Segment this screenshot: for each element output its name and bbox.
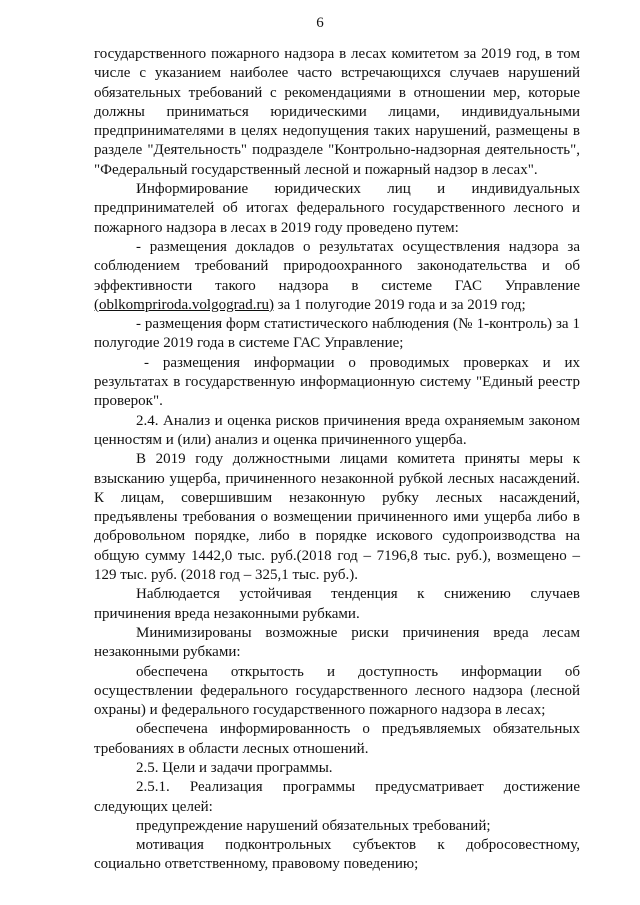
paragraph-5: - размещения информации о проводимых проверках и их результатах в государственную информационную систему "Единый реестр проверок". <box>94 354 580 410</box>
paragraph-3 <box>94 238 580 315</box>
paragraph-10: обеспечена открытость и доступность информации об осуществлении федерального государственного лесного надзора (лесной охраны) и федерального государственного пожарного надзора в лесах; <box>94 663 580 719</box>
section-heading-2-4: 2.4. Анализ и оценка рисков причинения вреда охраняемым законом ценностям и (или) анализ и оценка причиненного ущерба. <box>94 412 580 448</box>
paragraph-13: 2.5.1. Реализация программы предусматривает достижение следующих целей: <box>94 779 580 815</box>
paragraph-14: предупреждение нарушений обязательных требований; <box>136 817 491 834</box>
paragraph-11: обеспечена информированность о предъявляемых обязательных требованиях в области лесных отношений. <box>94 721 580 757</box>
paragraph-8: Наблюдается устойчивая тенденция к снижению случаев причинения вреда незаконными рубками. <box>94 586 580 622</box>
website-link[interactable]: (oblkompriroda.volgograd.ru) <box>94 296 274 313</box>
paragraph-1: государственного пожарного надзора в лесах комитетом за 2019 год, в том числе с указанием наиболее часто встречающихся случаев нарушений обязательных требований с рекомендациями в отношении мер, которые должны приниматься юридическими лицами, индивидуальными предпринимателями в целях недопущения таких нарушений, размещены в разделе "Деятельность" подразделе "Контрольно-надзорная деятельность", "Федеральный государственный лесной и пожарный надзор в лесах". <box>94 46 580 178</box>
paragraph-7: В 2019 году должностными лицами комитета приняты меры к взысканию ущерба, причиненного незаконной рубкой лесных насаждений. К лицам, совершившим незаконную рубку лесных насаждений, предъявлены требования о возмещении причиненного ими ущерба либо в добровольном порядке, либо в порядке искового судопроизводства на общую сумму 1442,0 тыс. руб.(2018 год – 7196,8 тыс. руб.), возмещено – 129 тыс. руб. (2018 год – 325,1 тыс. руб.). <box>94 451 580 584</box>
paragraph-3-text-after: за 1 полугодие 2019 года и за 2019 год; <box>273 296 526 313</box>
paragraph-2: Информирование юридических лиц и индивидуальных предпринимателей об итогах федерального государственного лесного и пожарного надзора в лесах в 2019 году проведено путем: <box>94 181 580 236</box>
page-number: 6 <box>316 15 324 31</box>
paragraph-9: Минимизированы возможные риски причинения вреда лесам незаконными рубками: <box>94 624 580 661</box>
paragraph-4: - размещения форм статистического наблюдения (№ 1-контроль) за 1 полугодие 2019 года в системе ГАС Управление; <box>94 316 580 352</box>
paragraph-15: мотивация подконтрольных субъектов к добросовестному, социально ответственному, правовому поведению; <box>94 837 580 873</box>
paragraph-3-text-before: - размещения докладов о результатах осуществления надзора за соблюдением требований природоохранного законодательства и об эффективности такого надзора в системе ГАС Управление <box>94 238 580 294</box>
section-heading-2-5: 2.5. Цели и задачи программы. <box>136 759 333 776</box>
document-body <box>94 45 580 875</box>
